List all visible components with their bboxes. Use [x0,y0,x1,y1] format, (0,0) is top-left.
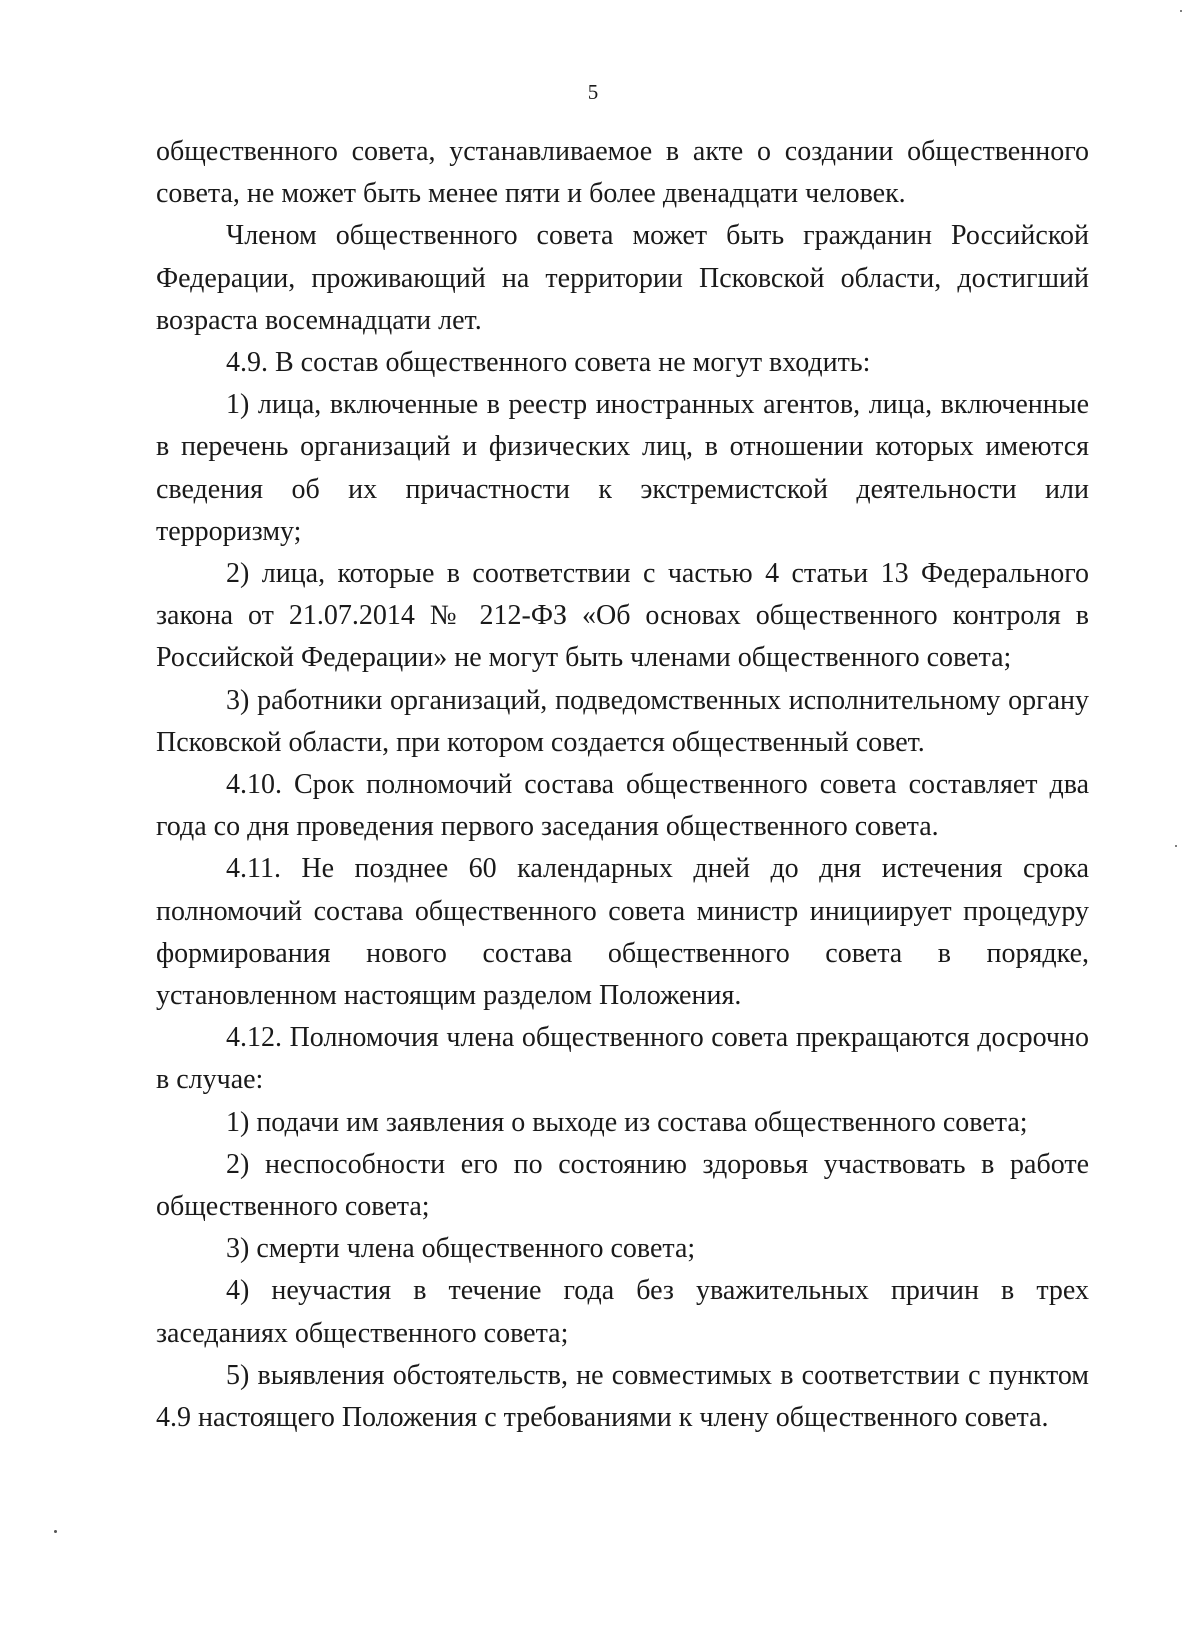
clause-4-9-item-2: 2) лица, которые в соответствии с частью 4 статьи 13 Федерального закона от 21.07.2014 № 212-ФЗ «Об основах общественного контроля в Российской Федерации» не могут быть членами общественного совета; [156,558,1089,674]
clause-4-12: 4.12. Полномочия члена общественного совета прекращаются досрочно в случае: [156,1022,1089,1096]
document-body [156,131,1089,1439]
clause-4-9-item-1: 1) лица, включенные в реестр иностранных агентов, лица, включенные в перечень организаций и физических лиц, в отношении которых имеются сведения об их причастности к экстремистской деятельности или терроризму; [156,389,1089,547]
clause-4-10: 4.10. Срок полномочий состава общественного совета составляет два года со дня проведения первого заседания общественного совета. [156,769,1089,843]
clause-4-9: 4.9. В состав общественного совета не могут входить: [226,347,871,379]
clause-4-12-item-3: 3) смерти члена общественного совета; [226,1233,696,1265]
clause-4-12-item-2: 2) неспособности его по состоянию здоровья участвовать в работе общественного совета; [156,1148,1089,1223]
paragraph-member-eligibility: Членом общественного совета может быть гражданин Российской Федерации, проживающий на территории Псковской области, достигший возраста восемнадцати лет. [156,220,1089,336]
clause-4-11: 4.11. Не позднее 60 календарных дней до дня истечения срока полномочий состава общественного совета министр инициирует процедуру формирования нового состава общественного совета в порядке, установленном настоящим разделом Положения. [156,853,1089,1012]
paragraph-continuation: общественного совета, устанавливаемое в акте о создании общественного совета, не может быть менее пяти и более двенадцати человек. [156,136,1089,210]
scan-speck [1175,845,1177,847]
clause-4-12-item-5: 5) выявления обстоятельств, не совместимых в соответствии с пунктом 4.9 настоящего Положения с требованиями к члену общественного совета. [156,1359,1089,1434]
clause-4-9-item-3: 3) работники организаций, подведомственных исполнительному органу Псковской области, при котором создается общественный совет. [156,684,1089,758]
page-number: 5 [587,80,599,104]
scan-speck [54,1530,57,1533]
clause-4-12-item-4: 4) неучастия в течение года без уважительных причин в трех заседаниях общественного совета; [156,1275,1089,1349]
scan-speck [1180,10,1182,12]
clause-4-12-item-1: 1) подачи им заявления о выходе из состава общественного совета; [226,1106,1028,1138]
